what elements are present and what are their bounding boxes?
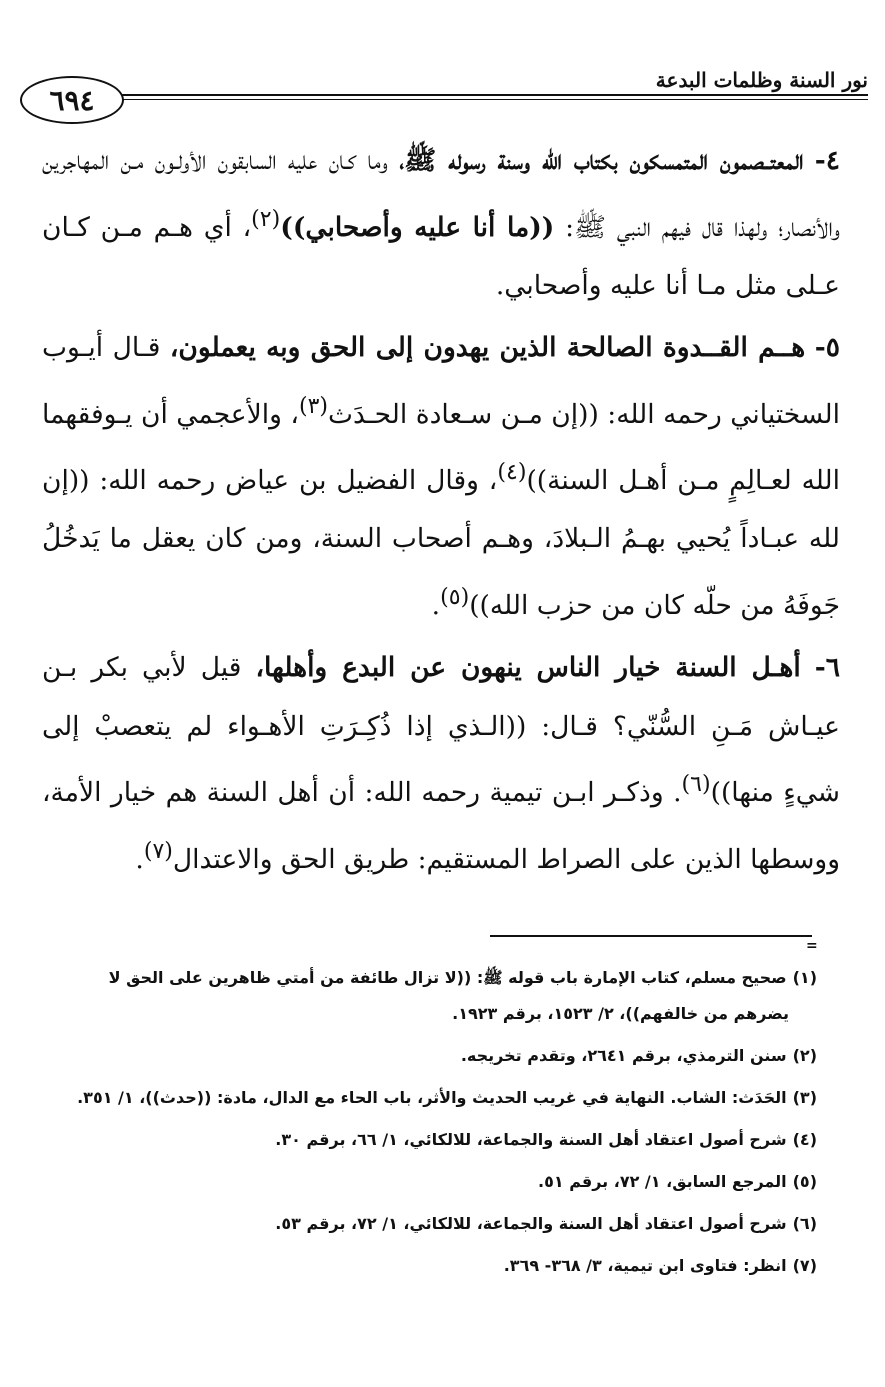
paragraph-heading: أهـل السنة خيار الناس ينهون عن البدع وأهلها، bbox=[255, 652, 801, 684]
footnote-text: المرجع السابق، ١/ ٧٢، برقم ٥١. bbox=[538, 1172, 787, 1191]
paragraph-text: وما كـان عليه السابقون الأولـون مـن المهاجرين والأنصار؛ ولهذا قال فيهم النبي ﷺ: bbox=[42, 145, 840, 243]
footnote-item bbox=[42, 1080, 817, 1116]
footnote-number: (٤) bbox=[792, 1130, 817, 1149]
hadith-quote: ((ما أنا عليه وأصحابي)) bbox=[280, 211, 555, 243]
footnote-item bbox=[42, 1122, 817, 1158]
footnote-text: شرح أصول اعتقاد أهل السنة والجماعة، للالكائي، ١/ ٦٦، برقم ٣٠. bbox=[275, 1130, 787, 1149]
paragraph-5 bbox=[42, 319, 840, 635]
footnote-item bbox=[42, 1038, 817, 1074]
footnote-number: (٥) bbox=[792, 1172, 817, 1191]
paragraph-text: قيل لأبي بكر بـن عيـاش مَـنِ السُّنّي؟ قـال: ((الـذي إذا ذُكِـرَتِ الأهـواء لم يتعصبْ إلى شيءٍ منها)) bbox=[42, 652, 840, 809]
footnotes bbox=[42, 960, 817, 1290]
footnote-number: (٣) bbox=[792, 1088, 817, 1107]
footnote-separator bbox=[490, 935, 812, 937]
paragraph-number: ٦- bbox=[814, 652, 840, 684]
footnote-text: شرح أصول اعتقاد أهل السنة والجماعة، للالكائي، ١/ ٧٢، برقم ٥٣. bbox=[275, 1214, 787, 1233]
page-header bbox=[20, 62, 868, 122]
footnote-number: (٧) bbox=[792, 1256, 817, 1275]
paragraph-6 bbox=[42, 639, 840, 889]
footnote-text: انظر: فتاوى ابن تيمية، ٣/ ٣٦٨- ٣٦٩. bbox=[503, 1256, 787, 1275]
paragraph-text: . bbox=[431, 589, 441, 621]
paragraph-4 bbox=[42, 132, 840, 315]
footnote-item bbox=[42, 1164, 817, 1200]
footnote-number: (٢) bbox=[792, 1046, 817, 1065]
header-rule-thin bbox=[100, 99, 868, 100]
paragraph-text: ، والأعجمي أن يـوفقهما الله لعـالِمٍ مـن أهـل السنة)) bbox=[42, 398, 840, 496]
paragraph-text: . bbox=[135, 843, 144, 875]
paragraph-heading: المعتــصمون المتمسكون بكتاب الله وسنة رسوله ﷺ، bbox=[399, 145, 804, 176]
footnote-item bbox=[42, 1206, 817, 1242]
footnote-item bbox=[42, 960, 817, 1032]
footnote-ref: (٣) bbox=[298, 393, 329, 419]
paragraph-number: ٤- bbox=[814, 145, 840, 176]
paragraph-text: قـال أيـوب السختياني رحمه الله: ((إن مـن سـعادة الحـدَث bbox=[42, 332, 840, 430]
footnote-ref: (٧) bbox=[143, 838, 173, 864]
footnote-text-continued: يضرهم من خالفهم))، ٢/ ١٥٢٣، برقم ١٩٢٣. bbox=[452, 1004, 789, 1023]
paragraph-text: . وذكـر ابـن تيمية رحمه الله: أن أهل السنة هم خيار الأمة، ووسطها الذين على الصراط المستقيم: طريق الحق والاعتدال bbox=[42, 777, 840, 875]
footnote-text: سنن الترمذي، برقم ٢٦٤١، وتقدم تخريجه. bbox=[460, 1046, 787, 1065]
footnote-ref: (٤) bbox=[497, 460, 527, 486]
footnote-text: الحَدَث: الشاب. النهاية في غريب الحديث والأثر، باب الحاء مع الدال، مادة: ((حدث))، ١/ ٣٥١. bbox=[77, 1088, 787, 1107]
footnote-ref: (٢) bbox=[251, 206, 281, 232]
main-text bbox=[42, 132, 840, 889]
footnote-number: (١) bbox=[792, 968, 817, 987]
footnote-ref: (٦) bbox=[681, 772, 711, 798]
paragraph-heading: هــم القــدوة الصالحة الذين يهدون إلى الحق وبه يعملون، bbox=[169, 332, 806, 364]
footnote-ref: (٥) bbox=[440, 584, 470, 610]
running-title: نور السنة وظلمات البدعة bbox=[655, 68, 868, 92]
paragraph-number: ٥- bbox=[814, 332, 840, 364]
separator-mark: = bbox=[806, 938, 818, 954]
paragraph-text: ، أي هـم مـن كـان عـلى مثل مـا أنا عليه وأصحابي. bbox=[42, 211, 840, 301]
page-number: ٦٩٤ bbox=[20, 76, 124, 124]
header-rule bbox=[100, 94, 868, 96]
footnote-number: (٦) bbox=[792, 1214, 817, 1233]
footnote-text: صحيح مسلم، كتاب الإمارة باب قوله ﷺ: ((لا تزال طائفة من أمتي ظاهرين على الحق لا bbox=[108, 968, 787, 987]
footnote-item bbox=[42, 1248, 817, 1284]
paragraph-text: ، وقال الفضيل بن عياض رحمه الله: ((إن لله عبـاداً يُحيي بهـمُ الـبلادَ، وهـم أصحاب السنة، ومن كان يعقل ما يَدخُلُ جَوفَهُ من حلّه كان من حزب الله)) bbox=[42, 464, 840, 621]
